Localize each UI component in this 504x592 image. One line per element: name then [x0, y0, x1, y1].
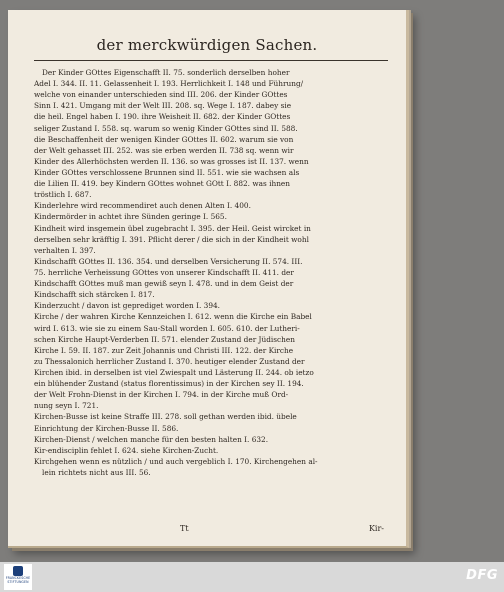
page-header: der merckwürdigen Sachen.: [96, 36, 318, 54]
page-footer: [8, 524, 406, 538]
text-line: der Welt Frohn-Dienst in der Kirchen I. 794. in der Kirche muß Ord-: [34, 390, 289, 400]
text-line: Kirchen ibid. in derselben ist viel Zwiespalt und Lästerung II. 244. ob ietzo: [34, 367, 314, 377]
dfg-logo[interactable]: DFG: [466, 568, 498, 583]
text-line: Kirche / der wahren Kirche Kennzeichen I. 612. wenn die Kirche ein Babel: [34, 312, 312, 322]
text-line: Sinn I. 421. Umgang mit der Welt III. 208. sq. Wege I. 187. dabey sie: [34, 101, 292, 111]
text-line: 75. herrliche Verheissung GOttes von unserer Kindschafft II. 411. der: [34, 267, 294, 277]
text-line: tröstlich I. 687.: [34, 190, 92, 200]
library-name-line2: STIFTUNGEN: [7, 580, 29, 584]
text-line: Kinder des Allerhöchsten werden II. 136. so was grosses ist II. 137. wenn: [34, 156, 309, 166]
scanned-book-page: [8, 10, 409, 548]
text-line: Adel I. 344. II. 11. Gelassenheit I. 193. Herrlichkeit I. 148 und Führung/: [34, 79, 304, 89]
text-line: nung seyn I. 721.: [34, 401, 99, 411]
text-line: Kinder GOttes verschlossene Brunnen sind II. 551. wie sie wachsen als: [34, 167, 300, 177]
text-line: ein blühender Zustand (status florentissimus) in der Kirchen sey II. 194.: [34, 379, 304, 389]
text-line: Kir-endisciplin fehlet I. 624. siehe Kirchen-Zucht.: [34, 445, 219, 455]
text-line: die Beschaffenheit der wenigen Kinder GOttes II. 602. warum sie von: [34, 134, 294, 144]
signature-mark: Tt: [180, 524, 189, 533]
text-line: die Lilien II. 419. bey Kindern GOttes wohnet GOtt I. 882. was ihnen: [34, 179, 291, 189]
text-line: Kindermörder in achtet ihre Sünden geringe I. 565.: [34, 212, 227, 222]
text-line: Kindschafft sich stärcken I. 817.: [34, 290, 155, 300]
text-line: Kindschafft GOttes II. 136. 354. und derselben Versicherung II. 574. III.: [34, 256, 303, 266]
text-line: Kirchen-Busse ist keine Straffe III. 278. soll gethan werden ibid. übele: [34, 412, 297, 422]
text-line: Kindheit wird insgemein übel zugebracht I. 395. der Heil. Geist wircket in: [34, 223, 311, 233]
text-line: schen Kirche Haupt-Verderben II. 571. elender Zustand der Jüdischen: [34, 334, 295, 344]
text-line: Der Kinder GOttes Eigenschafft II. 75. sonderlich derselben hoher: [42, 68, 290, 77]
catchword: Kir-: [368, 524, 384, 533]
text-line: Kirche I. 59. II. 187. zur Zeit Johannis und Christi III. 122. der Kirche: [34, 345, 294, 355]
text-line: lein richtets nicht aus III. 56.: [42, 467, 151, 477]
library-name-line1: FRANCKESCHE: [5, 576, 31, 580]
text-line: Einrichtung der Kirchen-Busse II. 586.: [34, 423, 179, 433]
text-line: der Welt gehasset III. 252. was sie erben werden II. 738 sq. wenn wir: [34, 145, 294, 155]
text-line: zu Thessalonich herrlicher Zustand I. 370. heutiger elender Zustand der: [34, 356, 305, 366]
index-text: [34, 67, 386, 478]
text-line: Kirchgehen wenn es nützlich / und auch vergeblich I. 170. Kirchengehen al-: [34, 456, 318, 466]
text-line: die heil. Engel haben I. 190. ihre Weisheit II. 682. der Kinder GOttes: [34, 112, 291, 122]
text-line: wird I. 613. wie sie zu einem Sau-Stall worden I. 605. 610. der Lutheri-: [34, 323, 300, 333]
text-line: derselben sehr kräfftig I. 391. Pflicht derer / die sich in der Kindheit wohl: [34, 234, 309, 244]
text-line: welche von einander unterschieden sind III. 206. der Kinder GOttes: [34, 90, 288, 100]
bottom-bar: [0, 562, 504, 592]
text-line: Kinderlehre wird recommendiret auch denen Alten I. 400.: [34, 201, 251, 211]
text-line: seliger Zustand I. 558. sq. warum so wenig Kinder GOttes sind II. 588.: [34, 123, 298, 133]
text-line: verhalten I. 397.: [34, 245, 96, 255]
header-rule: [34, 60, 388, 61]
library-emblem-icon: [13, 566, 23, 576]
text-line: Kirchen-Dienst / welchen manche für den besten halten I. 632.: [34, 434, 269, 444]
text-line: Kinderzucht / davon ist geprediget worden I. 394.: [34, 301, 221, 311]
text-line: Kindschafft GOttes muß man gewiß seyn I. 478. und in dem Geist der: [34, 279, 294, 289]
library-logo[interactable]: [4, 564, 32, 590]
